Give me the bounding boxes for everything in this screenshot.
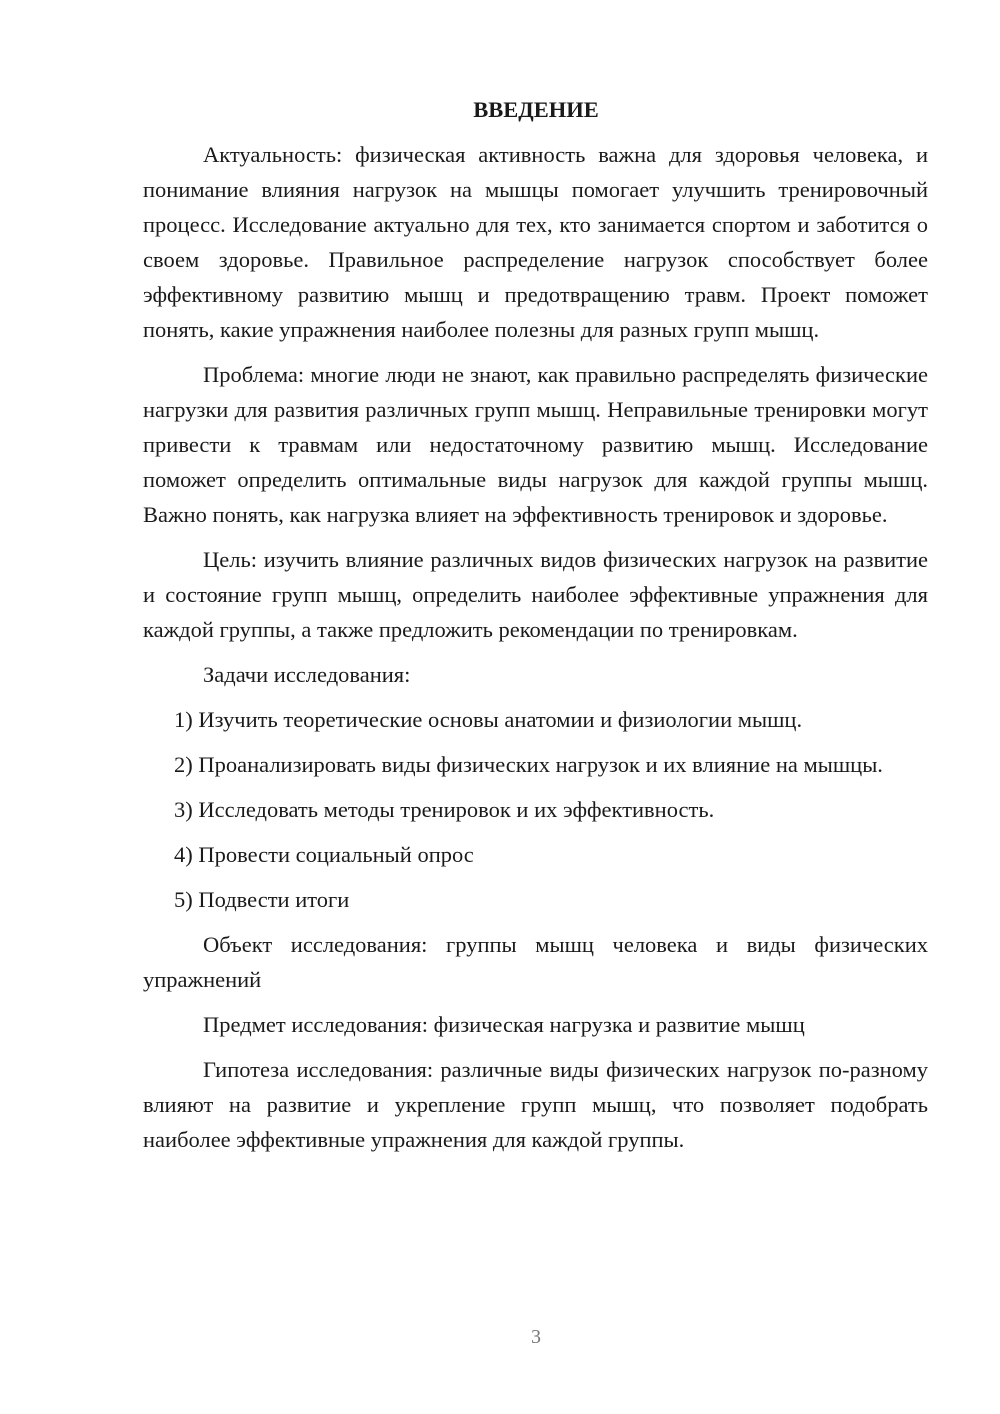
paragraph-problem: Проблема: многие люди не знают, как правильно распределять физические нагрузки для развития различных групп мышц. Неправильные тренировки могут привести к травмам или недостаточному развитию мышц. Исследование поможет определить оптимальные виды нагрузок для каждой группы мышц. Важно понять, как нагрузка влияет на эффективность тренировок и здоровье. (143, 362, 928, 527)
page-number: 3 (531, 1326, 541, 1348)
paragraph-hypothesis: Гипотеза исследования: различные виды физических нагрузок по-разному влияют на развитие и укрепление групп мышц, что позволяет подобрать наиболее эффективные упражнения для каждой группы. (143, 1057, 928, 1152)
paragraph-goal: Цель: изучить влияние различных видов физических нагрузок на развитие и состояние групп мышц, определить наиболее эффективные упражнения для каждой группы, а также предложить рекомендации по тренировкам. (143, 547, 928, 642)
paragraph-relevance: Актуальность: физическая активность важна для здоровья человека, и понимание влияния нагрузок на мышцы помогает улучшить тренировочный процесс. Исследование актуально для тех, кто занимается спортом и заботится о своем здоровье. Правильное распределение нагрузок способствует более эффективному развитию мышц и предотвращению травм. Проект поможет понять, какие упражнения наиболее полезны для разных групп мышц. (143, 142, 928, 342)
task-item-4: 4) Провести социальный опрос (174, 842, 474, 867)
task-item-2: 2) Проанализировать виды физических нагрузок и их влияние на мышцы. (174, 752, 883, 777)
section-heading: ВВЕДЕНИЕ (473, 97, 599, 122)
paragraph-subject: Предмет исследования: физическая нагрузка и развитие мышц (203, 1012, 805, 1037)
task-item-1: 1) Изучить теоретические основы анатомии и физиологии мышц. (174, 707, 803, 732)
document-page (143, 92, 928, 1167)
task-item-3: 3) Исследовать методы тренировок и их эффективность. (174, 797, 715, 822)
paragraph-object: Объект исследования: группы мышц человека и виды физических упражнений (143, 932, 928, 992)
task-item-5: 5) Подвести итоги (174, 887, 350, 912)
paragraph-tasks-intro: Задачи исследования: (203, 662, 411, 687)
